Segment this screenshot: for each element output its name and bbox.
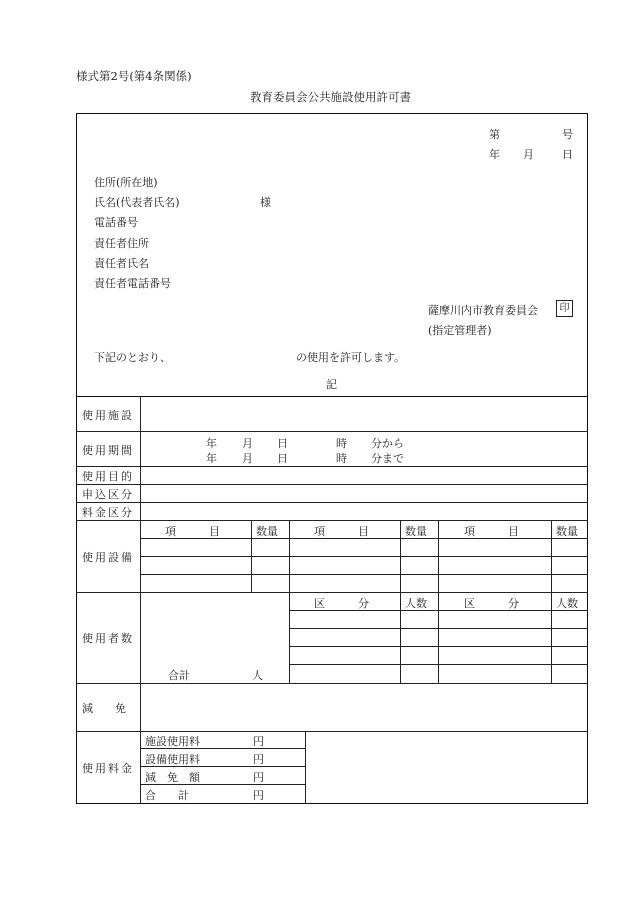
rule	[305, 731, 306, 803]
rule	[438, 592, 439, 683]
equipment-item-header-2: 項 目	[314, 525, 369, 538]
row-label-exemption: 減 免	[82, 702, 126, 715]
rule	[76, 502, 588, 503]
rule	[76, 683, 588, 684]
period-from-suffix: 分から	[371, 437, 404, 450]
issuer-manager: (指定管理者)	[428, 324, 492, 337]
rule	[76, 731, 588, 732]
rule	[551, 520, 552, 592]
rule	[140, 574, 588, 575]
permit-form-frame	[76, 113, 588, 804]
users-total-label: 合計	[168, 669, 190, 682]
period-to-year: 年	[206, 452, 217, 465]
row-label-fees: 使用料金	[82, 762, 134, 775]
statement-prefix: 下記のとおり、	[94, 351, 171, 364]
row-label-users: 使用者数	[82, 632, 134, 645]
form-number: 様式第2号(第4条関係)	[76, 69, 192, 83]
row-label-facility: 使用施設	[82, 409, 134, 422]
rule	[76, 592, 588, 593]
row-label-period: 使用期間	[82, 444, 134, 457]
rule	[140, 556, 588, 557]
ki-mark: 記	[326, 378, 337, 391]
equipment-item-header-1: 項 目	[165, 525, 220, 538]
period-from-hour: 時	[336, 437, 347, 450]
rule	[289, 520, 290, 592]
date-year: 年	[489, 148, 500, 161]
rule	[551, 592, 552, 683]
fee-equipment-label: 設備使用料	[145, 753, 200, 766]
number-prefix: 第	[489, 128, 500, 141]
issuer-name: 薩摩川内市教育委員会	[428, 304, 538, 317]
resp-phone-label: 責任者電話番号	[94, 277, 171, 290]
rule	[251, 520, 252, 592]
users-count-header-2: 人数	[556, 597, 578, 610]
equipment-item-header-3: 項 目	[464, 525, 519, 538]
phone-label: 電話番号	[94, 216, 138, 229]
period-to-month: 月	[242, 452, 253, 465]
address-label: 住所(所在地)	[94, 176, 158, 189]
fee-reduction-label: 減 免 額	[145, 771, 200, 784]
period-to-day: 日	[277, 452, 288, 465]
rule	[76, 484, 588, 485]
fee-facility-unit: 円	[253, 735, 264, 748]
rule	[76, 431, 588, 432]
rule	[400, 592, 401, 683]
users-category-header-1: 区 分	[314, 597, 369, 610]
page-title: 教育委員会公共施設使用許可書	[250, 90, 411, 104]
rule	[400, 520, 401, 592]
equipment-qty-header-3: 数量	[556, 525, 578, 538]
rule	[289, 592, 290, 683]
label-column-divider	[140, 396, 141, 803]
name-label: 氏名(代表者氏名)	[94, 196, 180, 209]
row-label-purpose: 使用目的	[82, 470, 134, 483]
number-suffix: 号	[562, 128, 573, 141]
table-top-rule	[76, 396, 588, 397]
row-label-fee-type: 料金区分	[82, 506, 134, 519]
equipment-qty-header-1: 数量	[256, 525, 278, 538]
users-total-unit: 人	[252, 669, 263, 682]
fee-reduction-unit: 円	[253, 771, 264, 784]
seal-stamp: 印	[556, 300, 573, 317]
date-day: 日	[562, 148, 573, 161]
resp-name-label: 責任者氏名	[94, 257, 149, 270]
fee-total-unit: 円	[253, 789, 264, 802]
equipment-qty-header-2: 数量	[405, 525, 427, 538]
fee-total-label: 合 計	[145, 789, 189, 802]
rule	[76, 520, 588, 521]
resp-address-label: 責任者住所	[94, 237, 149, 250]
users-count-header-1: 人数	[405, 597, 427, 610]
period-to-suffix: 分まで	[371, 452, 404, 465]
statement-suffix: の使用を許可します。	[296, 351, 406, 364]
rule	[438, 520, 439, 592]
rule	[76, 466, 588, 467]
fee-facility-label: 施設使用料	[145, 735, 200, 748]
period-from-day: 日	[277, 437, 288, 450]
period-from-year: 年	[206, 437, 217, 450]
fee-equipment-unit: 円	[253, 753, 264, 766]
period-to-hour: 時	[336, 452, 347, 465]
honorific: 様	[260, 196, 271, 209]
row-label-equipment: 使用設備	[82, 551, 134, 564]
row-label-application-type: 申込区分	[82, 488, 134, 501]
date-month: 月	[523, 148, 534, 161]
users-category-header-2: 区 分	[464, 597, 519, 610]
period-from-month: 月	[242, 437, 253, 450]
